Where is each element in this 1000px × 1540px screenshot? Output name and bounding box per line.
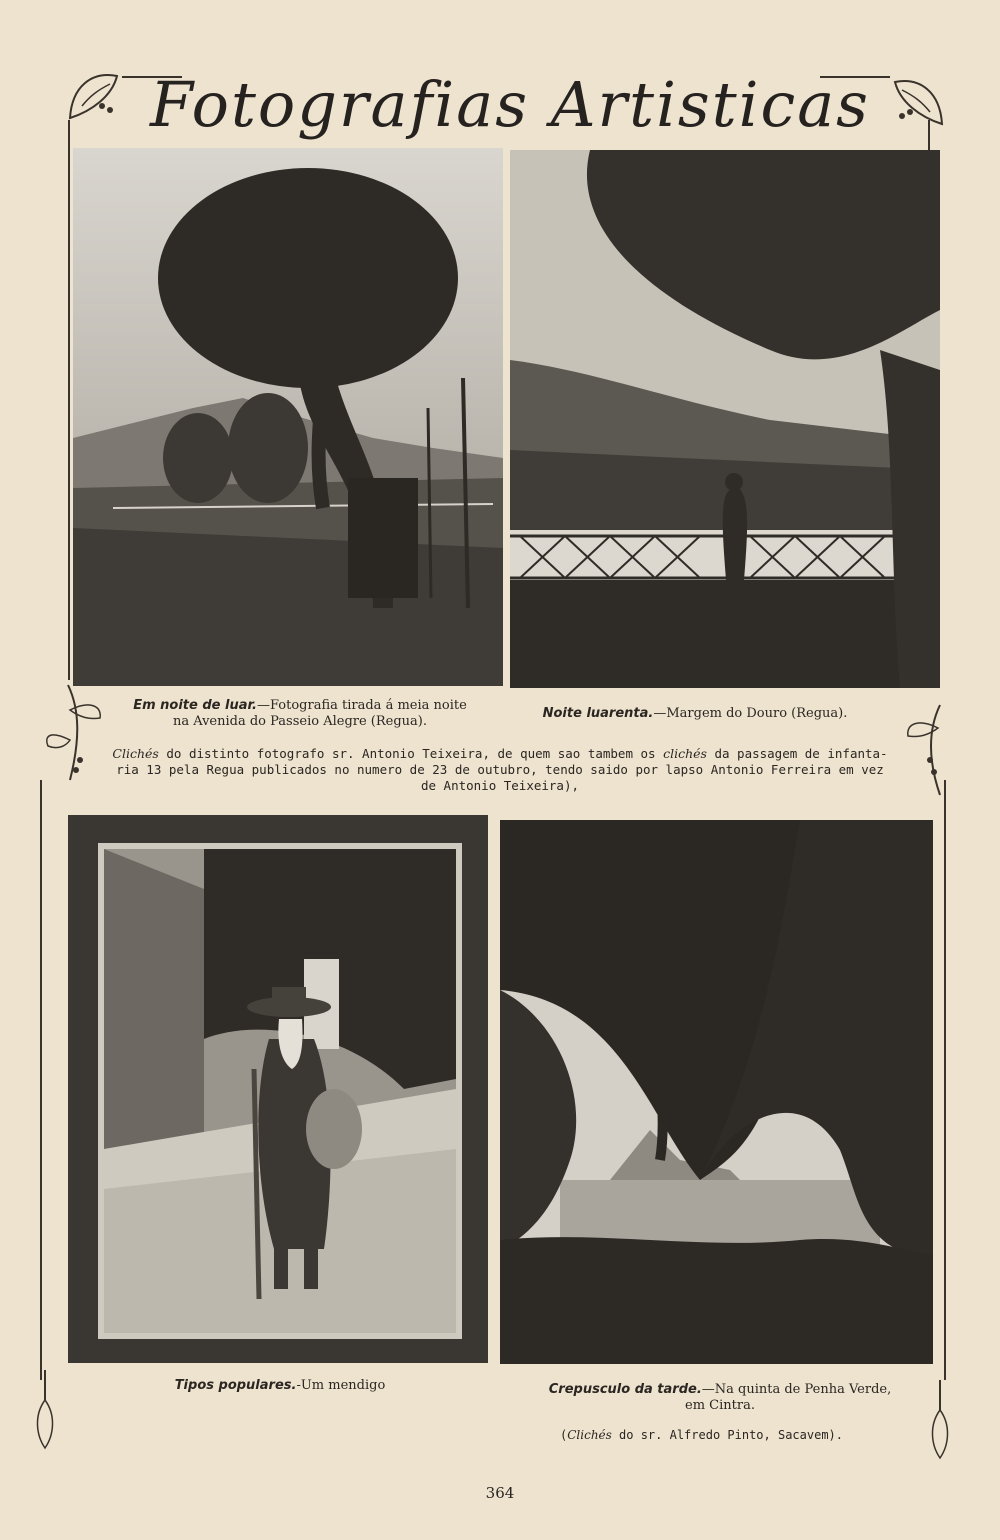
photo-river-margin — [510, 150, 940, 688]
caption-text-2: em Cintra. — [685, 1398, 755, 1413]
photo-moonlit-night — [73, 148, 503, 686]
frame-left-line — [68, 120, 70, 680]
photo-beggar-mount — [68, 815, 488, 1363]
tassel-ornament-bottom-left — [30, 1370, 60, 1450]
frame-right-line-lower — [944, 780, 946, 1380]
caption-text: —Na quinta de Penha Verde, — [701, 1382, 892, 1397]
photo-twilight — [500, 820, 933, 1364]
caption-title: Tipos populares. — [174, 1378, 297, 1393]
credit-italic-2: clichés — [663, 746, 707, 761]
caption-moonlit-night — [100, 698, 500, 730]
leaf-ornament-mid-left — [40, 680, 110, 790]
credit-text: do distinto fotografo sr. Antonio Teixeira, de quem sao tambem os — [158, 746, 664, 761]
photo-credit-top — [110, 746, 890, 794]
tassel-ornament-bottom-right — [925, 1380, 955, 1460]
page-title: Fotografias Artisticas — [150, 68, 870, 141]
photo-beggar — [104, 849, 456, 1333]
credit-text-2: da passagem de infanta- — [706, 746, 888, 761]
credit-italic: Clichés — [567, 1428, 612, 1442]
frame-left-line-lower — [40, 780, 42, 1380]
caption-title: Crepusculo da tarde. — [548, 1382, 702, 1397]
caption-text: —Fotografia tirada á meia noite — [256, 698, 467, 713]
caption-title: Noite luarenta. — [542, 706, 654, 721]
caption-title: Em noite de luar. — [133, 698, 257, 713]
caption-river-margin — [510, 706, 880, 722]
credit-line-2: ria 13 pela Regua publicados no numero de 23 de outubro, tendo saido por lapso Antonio Ferreira em vez — [116, 762, 884, 777]
credit-italic: Clichés — [112, 746, 159, 761]
caption-text-2: na Avenida do Passeio Alegre (Regua). — [172, 714, 428, 729]
caption-twilight — [520, 1382, 920, 1414]
page-number: 364 — [485, 1484, 515, 1502]
photo-beggar-inner-frame — [98, 843, 462, 1339]
credit-open-paren: ( — [560, 1428, 568, 1442]
caption-text: —Margem do Douro (Regua). — [653, 706, 848, 721]
leaf-ornament-top-left — [62, 66, 132, 126]
caption-beggar — [110, 1378, 450, 1394]
photo-credit-bottom — [560, 1428, 880, 1442]
leaf-ornament-top-right — [880, 72, 950, 132]
credit-text: do sr. Alfredo Pinto, Sacavem). — [611, 1428, 843, 1442]
credit-line-3: de Antonio Teixeira), — [420, 778, 580, 793]
leaf-ornament-mid-right — [900, 700, 970, 800]
caption-text: -Um mendigo — [296, 1378, 386, 1393]
